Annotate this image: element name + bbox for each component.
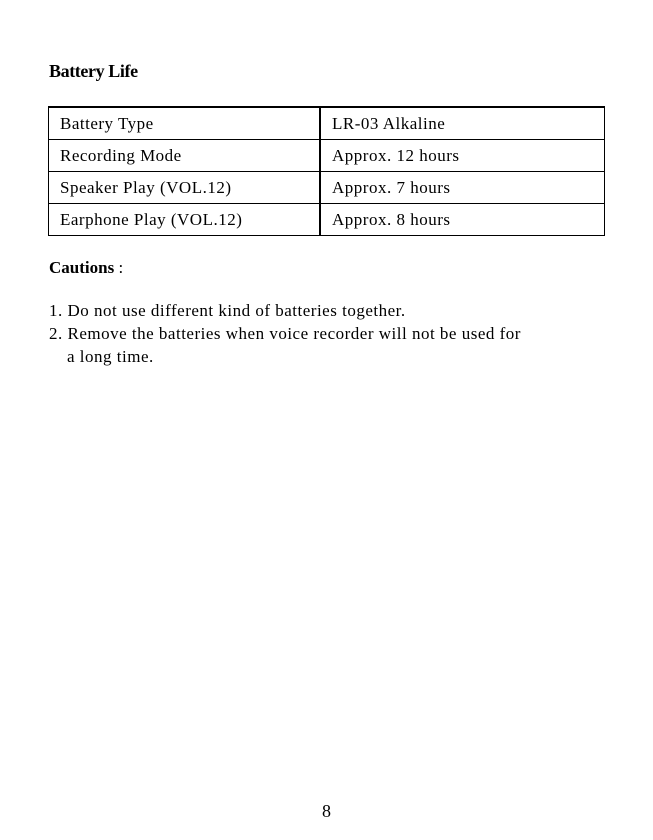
caution-text-continuation: a long time. [67, 347, 154, 366]
table-cell-value: Approx. 7 hours [320, 172, 605, 204]
table-row [49, 204, 605, 236]
cautions-title: Cautions [49, 258, 115, 277]
cautions-separator: : [114, 258, 124, 277]
cautions-heading [49, 258, 123, 278]
caution-text: 1. Do not use different kind of batteries together. [49, 301, 406, 320]
battery-life-table [48, 106, 605, 236]
table-row [49, 140, 605, 172]
caution-list [49, 299, 609, 368]
table-row [49, 107, 605, 140]
section-heading: Battery Life [49, 61, 138, 81]
table-cell-value: Approx. 8 hours [320, 204, 605, 236]
table-cell-label: Recording Mode [49, 140, 321, 172]
table-cell-label: Earphone Play (VOL.12) [49, 204, 321, 236]
list-item [49, 299, 609, 322]
caution-text: 2. Remove the batteries when voice recorder will not be used for [49, 324, 521, 343]
table-cell-label: Battery Type [49, 107, 321, 140]
page-number: 8 [322, 801, 331, 821]
list-item [49, 322, 609, 368]
table-cell-value: Approx. 12 hours [320, 140, 605, 172]
table-cell-value: LR-03 Alkaline [320, 107, 605, 140]
table-cell-label: Speaker Play (VOL.12) [49, 172, 321, 204]
table-row [49, 172, 605, 204]
